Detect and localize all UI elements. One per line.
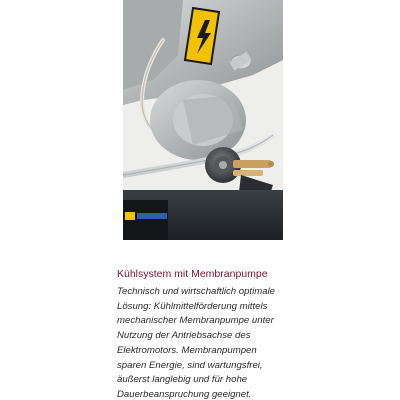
product-photo bbox=[123, 0, 283, 240]
description-line: sparen Energie, sind wartungsfrei, bbox=[117, 359, 263, 371]
description-line: Dauerbeanspruchung geeignet. bbox=[117, 388, 252, 400]
description-line: mechanischer Membranpumpe unter bbox=[117, 315, 274, 327]
pump-illustration bbox=[123, 0, 283, 240]
description-line: Technisch und wirtschaftlich optimale bbox=[117, 286, 276, 297]
feature-heading: Kühlsystem mit Membranpumpe bbox=[117, 268, 268, 280]
description-line: äußerst langlebig und für hohe bbox=[117, 374, 248, 386]
description-line: Lösung: Kühlmittelförderung mittels bbox=[117, 300, 268, 312]
description-line: Elektromotors. Membranpumpen bbox=[117, 344, 257, 356]
feature-description bbox=[117, 285, 317, 400]
description-line: Nutzung der Antriebsachse des bbox=[117, 330, 251, 342]
